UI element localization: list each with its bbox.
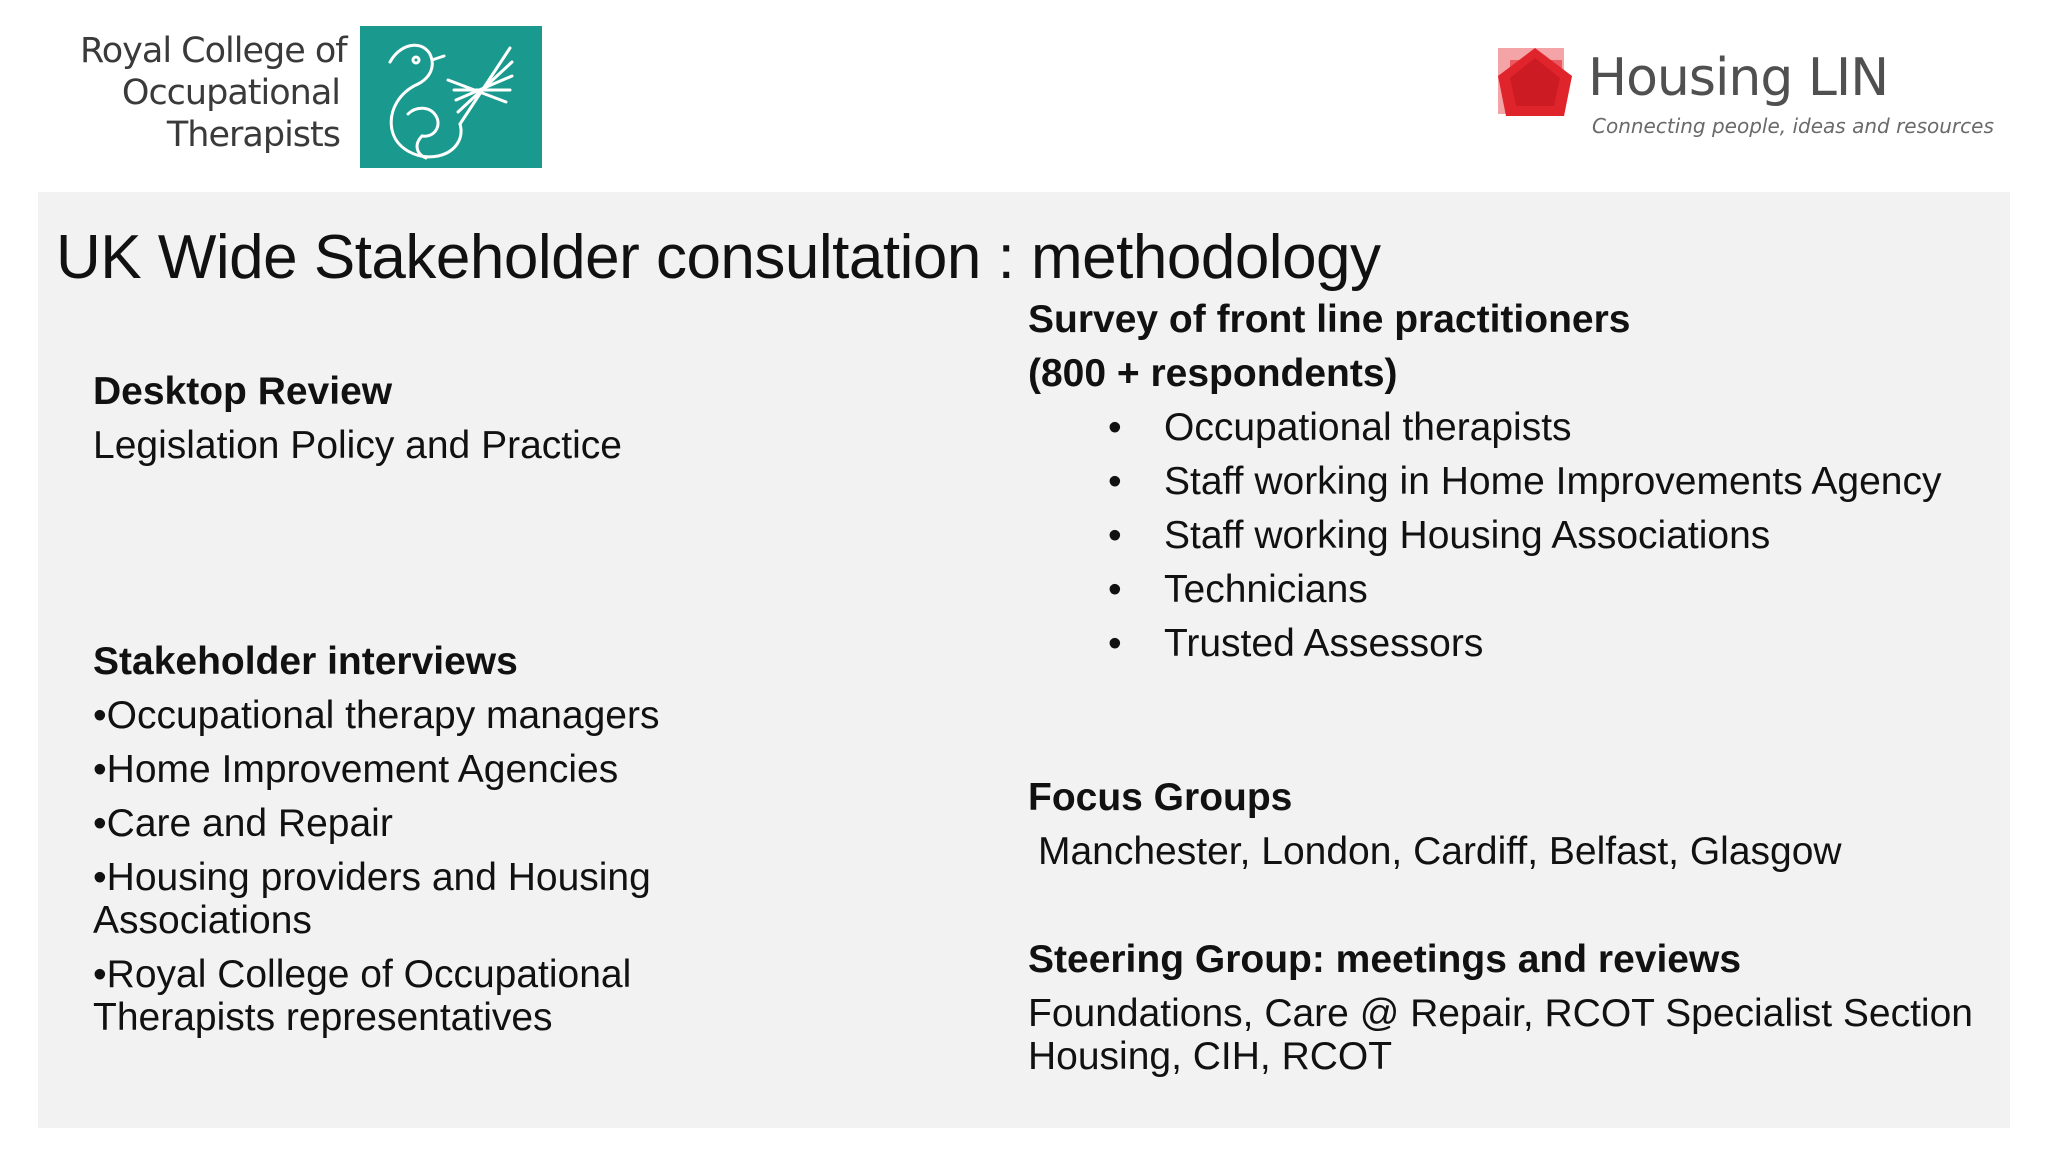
survey-heading-line-1: Survey of front line practitioners <box>1028 298 1631 341</box>
steering-group-heading: Steering Group: meetings and reviews <box>1028 938 1742 981</box>
bullet-icon: • <box>1108 568 1122 611</box>
rcot-bird-emblem-icon <box>360 26 542 168</box>
stakeholder-interviews-heading: Stakeholder interviews <box>93 640 518 683</box>
bullet-icon: • <box>1108 622 1122 665</box>
list-item <box>1108 406 1988 449</box>
rcot-logo-text <box>80 30 347 156</box>
desktop-review-section <box>93 370 753 467</box>
housing-lin-tagline: Connecting people, ideas and resources <box>1592 114 1994 138</box>
steering-group-text: Foundations, Care @ Repair, RCOT Specialist Section Housing, CIH, RCOT <box>1028 992 1973 1078</box>
stakeholder-item: •Home Improvement Agencies <box>93 748 619 791</box>
housing-lin-logo <box>1496 44 1996 154</box>
list-item <box>1108 568 1988 611</box>
focus-groups-heading: Focus Groups <box>1028 776 1293 819</box>
desktop-review-text: Legislation Policy and Practice <box>93 424 622 467</box>
focus-groups-text: Manchester, London, Cardiff, Belfast, Glasgow <box>1038 830 1842 873</box>
list-item <box>1108 622 1988 665</box>
survey-heading-line-2: (800 + respondents) <box>1028 352 1398 395</box>
survey-list <box>1028 406 1988 665</box>
housing-lin-name: Housing LIN <box>1588 48 1889 108</box>
survey-item-label: Trusted Assessors <box>1164 622 1484 665</box>
red-house-icon <box>1496 44 1574 122</box>
bullet-icon: • <box>1108 514 1122 557</box>
stakeholder-item: •Royal College of Occupational Therapists representatives <box>93 953 632 1039</box>
rcot-logo <box>80 24 480 170</box>
list-item <box>1108 514 1988 557</box>
rcot-logo-line-1: Royal College of <box>80 31 347 71</box>
stakeholder-item: •Care and Repair <box>93 802 393 845</box>
bullet-icon: • <box>1108 460 1122 503</box>
focus-groups-section <box>1028 776 1988 873</box>
desktop-review-heading: Desktop Review <box>93 370 393 413</box>
stakeholder-item: •Occupational therapy managers <box>93 694 660 737</box>
survey-item-label: Staff working in Home Improvements Agency <box>1164 460 1942 503</box>
survey-item-label: Technicians <box>1164 568 1368 611</box>
survey-item-label: Occupational therapists <box>1164 406 1572 449</box>
slide-title: UK Wide Stakeholder consultation : methodology <box>56 223 1381 292</box>
stakeholder-interviews-section <box>93 640 753 1050</box>
bullet-icon: • <box>1108 406 1122 449</box>
list-item <box>1108 460 1988 503</box>
rcot-logo-line-2: Occupational <box>121 73 340 113</box>
survey-section <box>1028 298 1988 676</box>
rcot-logo-line-3: Therapists <box>166 115 340 155</box>
steering-group-section <box>1028 938 1988 1078</box>
slide-panel <box>38 192 2010 1128</box>
survey-item-label: Staff working Housing Associations <box>1164 514 1771 557</box>
stakeholder-item: •Housing providers and Housing Associations <box>93 856 651 942</box>
